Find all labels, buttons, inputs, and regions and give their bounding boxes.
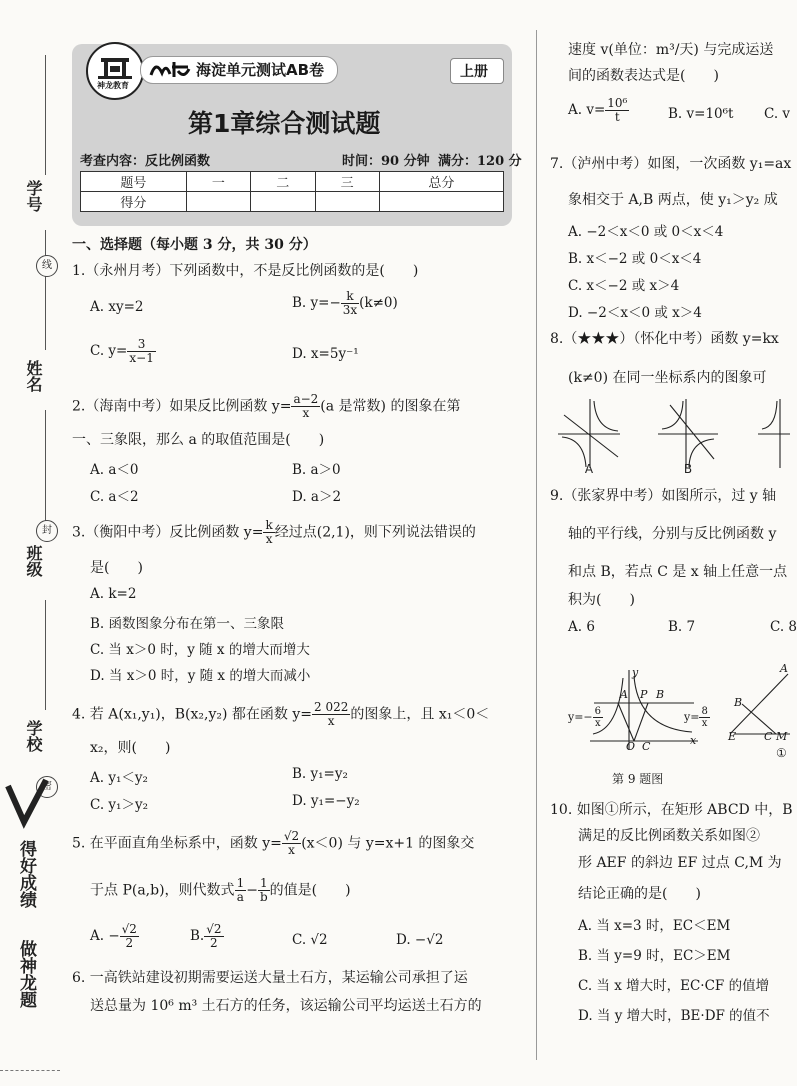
q5-a-num: √2 xyxy=(121,922,137,936)
q1-b-num: k xyxy=(341,290,359,304)
q9-fig-point-c: C xyxy=(642,740,651,753)
q4-stem xyxy=(72,701,489,728)
q9-fig-point-p: P xyxy=(640,688,648,701)
q4-option-d[interactable]: D. y₁=−y₂ xyxy=(292,793,360,809)
binding-label-class: 班级 xyxy=(24,545,43,577)
q3-option-c[interactable]: C. 当 x＞0 时，y 随 x 的增大而增大 xyxy=(90,642,310,658)
q2-stem-post: (a 是常数) 的图象在第 xyxy=(320,398,461,415)
q1-option-b[interactable] xyxy=(292,290,398,317)
q3-stem-pre: 3.（衡阳中考）反比例函数 y= xyxy=(72,524,264,541)
q6-a-num: 10⁶ xyxy=(607,96,628,110)
exam-time: 时间：90 分钟 xyxy=(342,154,430,169)
q9-line3: 和点 B，若点 C 是 x 轴上任意一点 xyxy=(568,564,788,580)
volume-label: 上册 xyxy=(460,64,488,80)
q5-f1-den: a xyxy=(236,890,244,904)
q10-fig-number: ① xyxy=(776,746,787,760)
q7-option-d[interactable]: D. −2＜x＜0 或 x＞4 xyxy=(568,305,702,321)
q10-fig-point-b: B xyxy=(734,696,743,709)
brand-logo-icon xyxy=(86,42,144,100)
q7-option-b[interactable]: B. x＜−2 或 0＜x＜4 xyxy=(568,251,702,267)
q1-b-suffix: (k≠0) xyxy=(359,295,398,311)
exam-full-score: 满分：120 分 xyxy=(438,154,522,169)
q6-a-prefix: A. v= xyxy=(568,102,606,118)
slogan-line-2: 做神龙题 xyxy=(16,940,36,1008)
binding-circle-secret: 密 xyxy=(36,776,58,798)
q5-minus: − xyxy=(246,882,258,899)
q2-stem2: 一、三象限，那么 a 的取值范围是( ) xyxy=(72,432,325,448)
q10-option-b[interactable]: B. 当 y=9 时，EC＞EM xyxy=(578,948,731,964)
score-cell[interactable] xyxy=(251,192,315,212)
q9-fig-axis-x: x xyxy=(690,734,697,747)
q9-option-a[interactable]: A. 6 xyxy=(568,619,595,635)
q2-option-c[interactable]: C. a＜2 xyxy=(90,489,139,505)
q10-fig-point-c: C xyxy=(764,730,773,743)
brand-calligraphy-icon xyxy=(148,57,192,85)
q10-option-c[interactable]: C. 当 x 增大时，EC·CF 的值增 xyxy=(578,978,770,994)
q4-num: 2 022 xyxy=(314,700,349,714)
binding-label-name: 姓名 xyxy=(24,360,43,392)
checkmark-icon xyxy=(6,776,48,830)
q5-b-num: √2 xyxy=(206,922,222,936)
q1-stem: 1.（永州月考）下列函数中，不是反比例函数的是( ) xyxy=(72,263,419,279)
column-divider xyxy=(536,30,537,1060)
q9-fig-right-eq xyxy=(684,706,710,729)
q2-option-b[interactable]: B. a＞0 xyxy=(292,462,341,478)
q2-option-d[interactable]: D. a＞2 xyxy=(292,489,342,505)
q3-option-a[interactable]: A. k=2 xyxy=(90,586,137,602)
q8-graph-b-label: B xyxy=(683,462,693,476)
score-header-total: 总分 xyxy=(379,172,503,192)
q5-f1-num: 1 xyxy=(236,876,245,890)
q5-a-prefix: A. − xyxy=(90,928,120,944)
q9-option-c[interactable]: C. 8 xyxy=(770,619,797,635)
q10-option-d[interactable]: D. 当 y 增大时，BE·DF 的值不 xyxy=(578,1008,770,1024)
q4-stem-pre: 4. 若 A(x₁,y₁)，B(x₂,y₂) 都在函数 y= xyxy=(72,706,313,723)
q9-fig-left-num: 6 xyxy=(594,706,602,717)
q5-option-d[interactable]: D. −√2 xyxy=(396,932,444,948)
q6-line2: 送总量为 10⁶ m³ 土石方的任务，该运输公司平均运送土石方的 xyxy=(90,998,482,1014)
q6-option-c[interactable]: C. v xyxy=(764,106,791,122)
q5-b-den: 2 xyxy=(210,936,218,950)
q5-num: √2 xyxy=(283,829,300,843)
q5-option-c[interactable]: C. √2 xyxy=(292,932,328,948)
q6-option-a[interactable] xyxy=(568,97,629,124)
exam-content: 考查内容：反比例函数 xyxy=(80,154,211,169)
q5-stem-post: (x＜0) 与 y=x+1 的图象交 xyxy=(301,835,475,852)
q5-a-den: 2 xyxy=(125,936,134,950)
q1-b-den: 3x xyxy=(342,303,358,317)
page-title: 第1章综合测试题 xyxy=(188,109,381,138)
q5-den: x xyxy=(288,843,295,857)
q8-graph-a xyxy=(558,399,620,468)
q9-fig-right-num: 8 xyxy=(701,706,708,717)
q1-b-prefix: B. y=− xyxy=(292,295,341,311)
binding-circle-line: 线 xyxy=(36,255,58,277)
q9-line1: 9.（张家界中考）如图所示，过 y 轴 xyxy=(550,488,777,504)
score-header-1: 一 xyxy=(186,172,250,192)
section-title: 一、选择题（每小题 3 分，共 30 分） xyxy=(72,237,317,253)
score-cell[interactable] xyxy=(379,192,503,212)
q4-option-c[interactable]: C. y₁＞y₂ xyxy=(90,797,149,813)
q10-option-a[interactable]: A. 当 x=3 时，EC＜EM xyxy=(578,918,731,934)
q5-b-prefix: B. xyxy=(190,928,205,944)
q7-option-a[interactable]: A. −2＜x＜0 或 0＜x＜4 xyxy=(568,224,724,240)
q9-line2: 轴的平行线，分别与反比例函数 y xyxy=(568,526,777,542)
score-table xyxy=(80,171,504,212)
score-cell[interactable] xyxy=(315,192,379,212)
q3-num: k xyxy=(265,518,273,532)
q5-f2-num: 1 xyxy=(258,877,270,891)
q9-fig-point-o: O xyxy=(626,740,636,753)
q9-fig-left-den: x xyxy=(595,718,601,729)
q10-line1: 10. 如图①所示，在矩形 ABCD 中，B xyxy=(550,802,793,818)
q3-stem xyxy=(72,519,476,546)
q8-line2: (k≠0) 在同一坐标系内的图象可 xyxy=(568,370,767,386)
q9-line4: 积为( ) xyxy=(568,592,635,608)
q6-a-den: t xyxy=(614,110,620,124)
q10-fig-point-a: A xyxy=(780,662,788,675)
q1-option-c[interactable] xyxy=(90,338,156,365)
q9-fig-point-b: B xyxy=(656,688,665,701)
q3-stem2: 是( ) xyxy=(90,560,143,576)
score-header-num: 题号 xyxy=(81,172,187,192)
q5-f2-den: b xyxy=(259,890,268,904)
q5-option-b[interactable] xyxy=(190,923,224,950)
q6-cont-line2: 间的函数表达式是( ) xyxy=(568,68,719,84)
q1-c-den: x−1 xyxy=(129,351,154,365)
q10-line3: 形 AEF 的斜边 EF 过点 C,M 为 xyxy=(578,855,782,871)
q8-graph-c xyxy=(758,399,790,468)
q1-option-d[interactable]: D. x=5y⁻¹ xyxy=(292,346,359,362)
q9-fig-right-pre: y= xyxy=(684,710,700,724)
q2-num: a−2 xyxy=(293,392,319,406)
q8-line1: 8.（★★★）（怀化中考）函数 y=kx xyxy=(550,331,779,347)
score-header-3: 三 xyxy=(315,172,379,192)
q5-stem xyxy=(72,830,474,857)
q2-den: x xyxy=(302,406,310,420)
binding-label-student-id: 学号 xyxy=(24,180,43,212)
q9-fig-right-den: x xyxy=(701,718,708,729)
q2-option-a[interactable]: A. a＜0 xyxy=(90,462,139,478)
q4-option-a[interactable]: A. y₁＜y₂ xyxy=(90,770,148,786)
q9-fig-left-pre: y=− xyxy=(568,710,593,724)
q10-fig-point-e: E xyxy=(728,730,737,743)
q4-den: x xyxy=(327,714,335,728)
q8-graphs xyxy=(558,393,790,475)
binding-label-school: 学校 xyxy=(24,720,43,752)
q4-stem2: x₂，则( ) xyxy=(90,740,171,756)
q4-stem-post: 的图象上，且 x₁＜0＜ xyxy=(350,706,490,723)
q9-fig-axis-y: y xyxy=(632,666,639,679)
q7-line2: 象相交于 A,B 两点，使 y₁＞y₂ 成 xyxy=(568,192,778,208)
q6-cont-line1: 速度 v(单位：m³/天) 与完成运送 xyxy=(568,42,774,58)
q8-graph-b xyxy=(658,399,718,468)
q10-line2: 满足的反比例函数关系如图② xyxy=(578,828,760,844)
q9-caption: 第 9 题图 xyxy=(612,772,664,786)
q2-stem xyxy=(72,393,460,420)
q3-den: x xyxy=(265,532,273,546)
binding-circle-seal: 封 xyxy=(36,520,58,542)
brand-logo-text: 神龙教育 xyxy=(97,81,129,90)
q9-fig-left-eq xyxy=(568,706,603,729)
q5-stem-pre: 5. 在平面直角坐标系中，函数 y= xyxy=(72,835,282,852)
q3-option-b[interactable]: B. 函数图象分布在第一、三象限 xyxy=(90,616,285,632)
q1-c-prefix: C. y= xyxy=(90,343,128,359)
q3-stem-post: 经过点(2,1)，则下列说法错误的 xyxy=(274,524,476,541)
score-row-label: 得分 xyxy=(81,192,187,212)
q3-option-d[interactable]: D. 当 x＞0 时，y 随 x 的增大而减小 xyxy=(90,668,311,684)
q5-stem2 xyxy=(90,877,351,904)
q5-stem2-post: 的值是( ) xyxy=(269,882,351,899)
q10-fig-point-m: M xyxy=(776,730,788,743)
q1-option-a[interactable]: A. xy=2 xyxy=(90,299,144,315)
brand-text: 海淀单元测试AB卷 xyxy=(196,61,325,79)
q5-stem2-pre: 于点 P(a,b)，则代数式 xyxy=(90,882,235,899)
q10-line4: 结论正确的是( ) xyxy=(578,886,701,902)
q2-stem-pre: 2.（海南中考）如果反比例函数 y= xyxy=(72,398,292,415)
q6-line1: 6. 一高铁站建设初期需要运送大量土石方，某运输公司承担了运 xyxy=(72,970,468,986)
q4-option-b[interactable]: B. y₁=y₂ xyxy=(292,766,348,782)
score-cell[interactable] xyxy=(186,192,250,212)
q7-line1: 7.（泸州中考）如图，一次函数 y₁=ax xyxy=(550,156,792,172)
q8-graph-a-label: A xyxy=(584,462,594,476)
q1-c-num: 3 xyxy=(127,338,155,352)
q7-option-c[interactable]: C. x＜−2 或 x＞4 xyxy=(568,278,680,294)
score-header-2: 二 xyxy=(251,172,315,192)
q5-option-a[interactable] xyxy=(90,923,139,950)
slogan-line-1: 得好成绩 xyxy=(16,840,36,908)
q6-option-b[interactable]: B. v=10⁶t xyxy=(668,106,734,122)
q9-fig-point-a: A xyxy=(620,688,628,701)
q9-option-b[interactable]: B. 7 xyxy=(668,619,696,635)
